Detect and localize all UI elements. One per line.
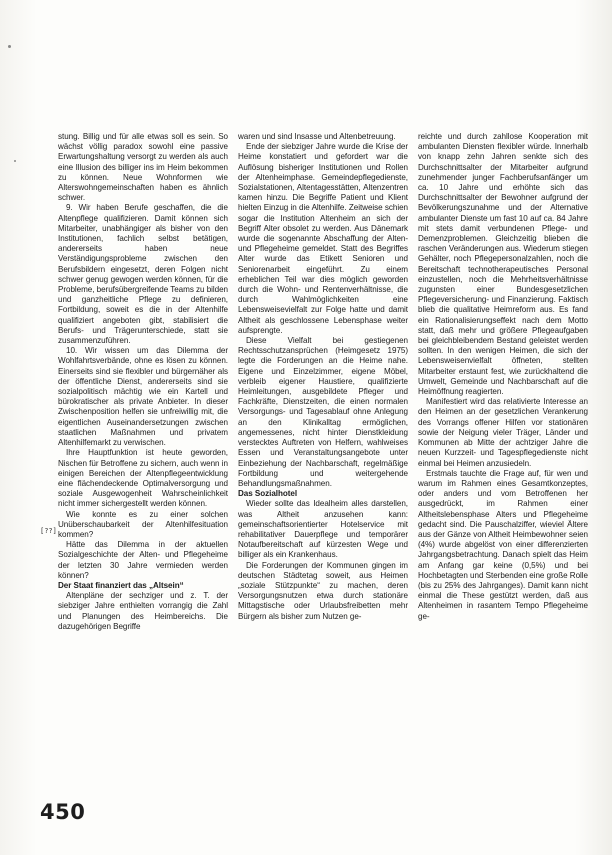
section-heading: Das Sozialhotel xyxy=(238,489,298,499)
text-columns xyxy=(58,132,588,804)
column-1 xyxy=(58,132,228,804)
paragraph: waren und sind Insasse und Altenbetreuung. xyxy=(238,132,396,141)
scan-speck xyxy=(14,160,16,162)
paragraph: Wie konnte es zu einer solchen Unüberschaubarkeit der Altenhilfesituation kommen? xyxy=(58,509,228,539)
paragraph: reichte und durch zahllose Kooperation mit ambulanten Diensten flexibler würde. Innerhalb von knapp zehn Jahren senkte sich des Durchschnittsalter der Mitarbeiter aufgrund zunehmender junger Fachberufsanfänger um ca. 10 Jahre und erhöhte sich das Durchschnittsalter der Bewohner aufgrund der Bevölkerungszunahme und der Alternative ambulanter Dienste um fast 10 auf ca. 84 Jahre mit stets damit verbundenen Pflege- und Demenzproblemen. Gleichzeitig blieben die raschen Veränderungen aus. Wiederum stiegen Gehälter, noch Pflegepersonalzahlen, noch die Bereitschaft technotherapeutisches Personal einzustellen, noch die Mehrheitsverhältnisse zugunsten einer Bundesgesetzlichen Pflegeversicherung- und Finanzierung. Faktisch blieb die qualitative Heimreform aus. Es fand ein Rationalisierungseffekt nach dem Motto statt, daß mehr und größere Pflegeaufgaben bei gleichbleibendem Bestand geleistet werden sollten. In den wenigen Heimen, die sich der Lebensweisenvielfalt öffneten, stellten Mitarbeiter erstaunt fest, wie zurückhaltend die Umwelt, Gemeinde und Nachbarschaft auf die Heimöffnung reagierten. xyxy=(418,132,588,397)
paragraph: 10. Wir wissen um das Dilemma der Wohlfahrtsverbände, ohne es lösen zu können. Einerseits sind sie flexibler und bürgernäher als der öffentliche Dienst, andererseits sind sie sozialpolitisch mächtig wie ein Kartell und bürokratischer als private Anbieter. In dieser Zwischenposition helfen sie unfreiwillig mit, die eigentlichen Auseinandersetzungen zwischen staatlichen Maßnahmen und privatem Altenhilfemarkt zu verwischen. xyxy=(58,346,228,448)
column-3 xyxy=(418,132,588,804)
paragraph: Diese Vielfalt bei gestiegenen Rechtsschutzansprüchen (Heimgesetz 1975) legte die Forderungen an die Heime nahe. Eigene und Einzelzimmer, eigene Möbel, verbleib eigener Haustiere, qualifizierte Heimleitungen, ausgebildete Pfleger und Fachkräfte, Dienstzeiten, die einen normalen Versorgungs- und Tagesablauf ohne Anlegung an den Klinikalltag ermöglichen, angemessenes, nicht hinter Dienstkleidung verstecktes Auftreten von Helfern, wahlweises Essen und Veranstaltungsangebote unter Einbeziehung der Nachbarschaft, regelmäßige Fortbildung und weitergehende Behandlungsmaßnahmen. xyxy=(238,336,408,488)
paragraph: Manifestiert wird das relativierte Interesse an den Heimen an der gesetzlichen Verankerung des Vorrangs offener Hilfen vor stationären sowie der Neigung vieler Träger, Länder und Kommunen ab Mitte der achtziger Jahre die neuen Kurzzeit- und Tagespflegedienste nicht einmal bei Heimen anzusiedeln. xyxy=(418,397,588,468)
scan-speck xyxy=(8,45,11,48)
paragraph: 9. Wir haben Berufe geschaffen, die die Altenpflege qualifizieren. Damit können sich Mitarbeiter, unabhängiger als bisher von den Institutionen, fachlich selbst betätigen, andererseits haben neue Verständigungsprobleme zwischen den Berufsbildern eingesetzt, deren Folgen nicht schwer genug gewogen werden können, für die Probleme, berufsübergreifende Teams zu bilden und ganzheitliche Pflege zu definieren, Fortbildung, soweit es die in der Altenhilfe qualifiziert angeboten gibt, stabilisiert die Berufs- und Trägerunterschiede, statt sie zusammenzuführen. xyxy=(58,203,228,346)
page-number: 450 xyxy=(40,800,86,824)
paragraph: Ihre Hauptfunktion ist heute geworden, Nischen für Betroffene zu sichern, auch wenn in einigen Bereichen der Altenpflegeentwicklung eine flächendeckende Optimalversorgung und soziale Ausgewogenheit Wahrscheinlichkeit nicht immer sichergestellt werden können. xyxy=(58,448,228,509)
column-2 xyxy=(238,132,408,804)
paragraph: Wieder sollte das Idealheim alles darstellen, was Altheit anzusehen kann: gemeinschaftsorientierter Hotelservice mit rehabilitativer Dauerpflege und temporärer Notaufbereitschaft auf kürzesten Wege und billiger als ein Krankenhaus. xyxy=(238,499,408,560)
margin-mark: [??] xyxy=(40,527,57,535)
paragraph: Erstmals tauchte die Frage auf, für wen und warum im Rahmen eines Gesamtkonzeptes, oder anders und vom Betroffenen her ausgedrückt, im Rahmen einer Altheitslebensphase Alters und Pflegeheime gedacht sind. Die Pauschalziffer, wieviel Ältere aus der Gänze von Altheit Heimbewohner seien (4%) wurde abgelöst von einer differenzierten Jahrgangsbetrachtung. Danach spielt das Heim am Anfang gar keine (0,5%) und bei Hochbetagten und Sterbenden eine große Rolle (bis zu 25% des Jahrganges). Damit kann nicht einmal die These gestützt werden, daß aus Altenheimen in rasantem Tempo Pflegeheime ge- xyxy=(418,468,588,621)
paragraph: Hätte das Dilemma in der aktuellen Sozialgeschichte der Alten- und Pflegeheime der letzten 30 Jahre vermieden werden können? xyxy=(58,540,228,580)
paragraph: stung. Billig und für alle etwas soll es sein. So wächst völlig paradox sowohl eine passive Erwartungshaltung versorgt zu werden als auch eine Illusion des billiger ins im Heim bekommen zu können. Neue Wohnformen wie Alterswohngemeinschaften haben es ähnlich schwer. xyxy=(58,132,228,203)
paragraph: Altenpläne der sechziger und z. T. der siebziger Jahre enthielten vorrangig die Zahl und Planungen des Heimbereichs. Die dazugehörigen Begriffe xyxy=(58,591,228,631)
section-heading: Der Staat finanziert das „Altsein“ xyxy=(58,580,184,590)
paragraph: Ende der siebziger Jahre wurde die Krise der Heime konstatiert und gefordert war die Auflösung bisheriger Institutionen und Rollen der Altenheimphase. Gemeindepflegedienste, Sozialstationen, Altentagesstätten, Altenzentren kamen hinzu. Die Begriffe Patient und Klient hielten Einzug in die Altenhilfe. Zeitweise schien sogar die Institution Altenheim an sich der Begriff Alter obsolet zu werden. Aus Dänemark wurde die sogenannte Abschaffung der Alten- und Pflegeheime gemeldet. Statt des Begriffes Alter wurde das Etikett Senioren und Seniorenarbeit eingeführt. Zu einem erheblichen Teil war dies möglich geworden durch die Wohn- und Rentenverhältnisse, die durch Wahlmöglichkeiten eine Lebensweisevielfalt zur Folge hatte und damit Altheit als geschlossene Lebensphase weiter aufsprengte. xyxy=(238,142,408,335)
paragraph: Die Forderungen der Kommunen gingen im deutschen Städtetag soweit, aus Heimen „soziale Stützpunkte“ zu machen, deren Versorgungsnutzen etwa durch stationäre Mittagstische oder Urlaubsfreibetten mehr Bürgern als bisher zum Nutzen ge- xyxy=(238,560,408,621)
